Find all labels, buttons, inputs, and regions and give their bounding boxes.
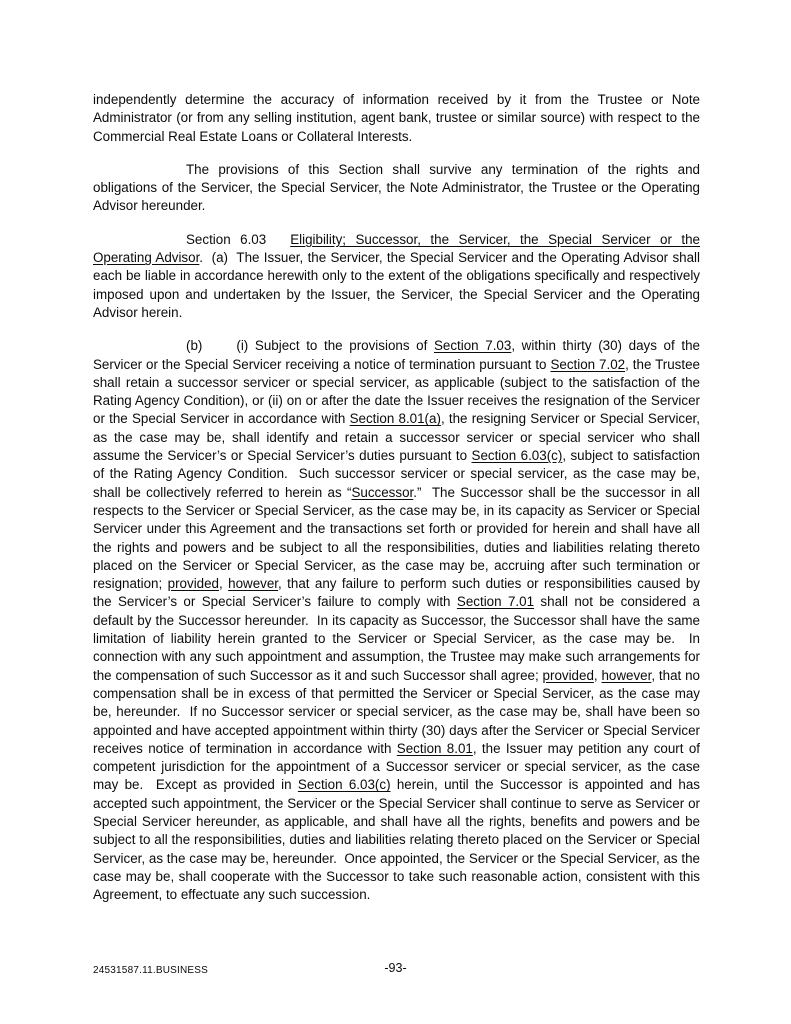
underlined-text: Section 8.01 — [396, 740, 473, 756]
text-run: .” The Successor shall be the successor in all respects to the Servicer or Special Servicer, as the case may be, in its capacity as Servicer or Special Servicer under this Agreement and the transactions set forth or provided for herein and shall have all the rights and powers and be subject to all the responsibilities, duties and liabilities relating thereto placed on the Servicer or Special Servicer, as the case may be, accruing after such termination or resignation; — [93, 484, 701, 592]
underlined-text: however — [228, 576, 279, 592]
underlined-text: Section 8.01(a) — [349, 411, 441, 427]
text-run: independently determine the accuracy of information received by it from the Trustee or Note Administrator (or from any selling institution, agent bank, trustee or similar source) with respect to the Commercial Real Estate Loans or Collateral Interests. — [93, 92, 700, 144]
underlined-text: Section 6.03(c) — [297, 777, 391, 793]
text-run: Section 6.03 — [186, 231, 267, 247]
underlined-text: Section 7.03 — [433, 338, 512, 354]
underlined-text: Section 7.01 — [456, 594, 535, 610]
text-run: (b) — [186, 338, 203, 354]
underlined-text: provided — [167, 576, 220, 592]
underlined-text: provided — [542, 667, 594, 683]
text-run: , the Trustee shall retain a successor servicer or special servicer, as applicable (subject to the satisfaction of the Rating Agency Condition), or (ii) on or after the date the Issuer receives the resignation of the Servicer or the Special Servicer in accordance with — [93, 356, 700, 427]
text-run: (i) Subject to the provisions of — [236, 338, 434, 354]
text-run: , that any failure to perform such duties or responsibilities caused by the Servicer’s or Special Servicer’s failure to comply with — [93, 576, 700, 610]
text-run: . (a) The Issuer, the Servicer, the Special Servicer and the Operating Advisor shall each be liable in accordance herewith only to the extent of the obligations specifically and respectively imposed upon and undertaken by the Issuer, the Servicer, the Special Servicer and the Operating Advisor herein. — [93, 250, 700, 320]
paragraph — [93, 337, 700, 904]
underlined-text: Section 6.03(c) — [471, 448, 563, 464]
underlined-text: however — [601, 667, 652, 683]
document-body — [93, 91, 700, 919]
underlined-text: Eligibility; Successor, the Servicer, the Special Servicer or the Operating Advisor — [93, 231, 700, 266]
text-run: , subject to satisfaction of the Rating Agency Condition. Such successor servicer or special servicer, as the case may be, shall be collectively referred to herein as “ — [93, 448, 700, 500]
paragraph — [93, 231, 700, 322]
text-run: , the Issuer may petition any court of competent jurisdiction for the appointment of a Successor servicer or special servicer, as the case may be. Except as provided in — [93, 740, 700, 793]
text-run: , the resigning Servicer or Special Servicer, as the case may be, shall identify and retain a successor servicer or special servicer who shall assume the Servicer’s or Special Servicer’s duties pursuant to — [93, 411, 701, 464]
text-run: herein, until the Successor is appointed and has accepted such appointment, the Servicer or the Special Servicer shall continue to serve as Servicer or Special Servicer hereunder, as applicable, and shall have all the rights, benefits and powers and be subject to all the responsibilities, duties and liabilities relating thereto placed on the Servicer or Special Servicer, as the case may be, hereunder. Once appointed, the Servicer or the Special Servicer, as the case may be, shall cooperate with the Successor to take such reasonable action, consistent with this Agreement, to effectuate any such succession. — [93, 777, 700, 903]
footer-page-number: -93- — [384, 961, 407, 975]
paragraph — [93, 91, 700, 146]
text-run: shall not be considered a default by the Successor hereunder. In its capacity as Successor, the Successor shall have the same limitation of liability herein granted to the Servicer or Special Servicer, as the case may be. In connection with any such appointment and assumption, the Trustee may make such arrangements for the compensation of such Successor as it and such Successor shall agree; — [93, 594, 700, 683]
text-run: , — [593, 667, 602, 683]
text-run: , within thirty (30) days of the Servicer or the Special Servicer receiving a notice of termination pursuant to — [93, 338, 700, 372]
paragraph — [93, 161, 700, 216]
underlined-text: Successor — [351, 484, 414, 500]
underlined-text: Section 7.02 — [550, 356, 626, 372]
footer-doc-id: 24531587.11.BUSINESS — [93, 965, 209, 976]
text-run: , that no compensation shall be in excess of that permitted the Servicer or Special Servicer, as the case may be, hereunder. If no Successor servicer or special servicer, as the case may be, shall have been so appointed and have accepted appointment within thirty (30) days after the Servicer or Special Servicer receives notice of termination in accordance with — [93, 667, 700, 756]
text-run: , — [219, 576, 229, 592]
text-run: The provisions of this Section shall survive any termination of the rights and obligations of the Servicer, the Special Servicer, the Note Administrator, the Trustee or the Operating Advisor hereunder. — [93, 161, 700, 214]
